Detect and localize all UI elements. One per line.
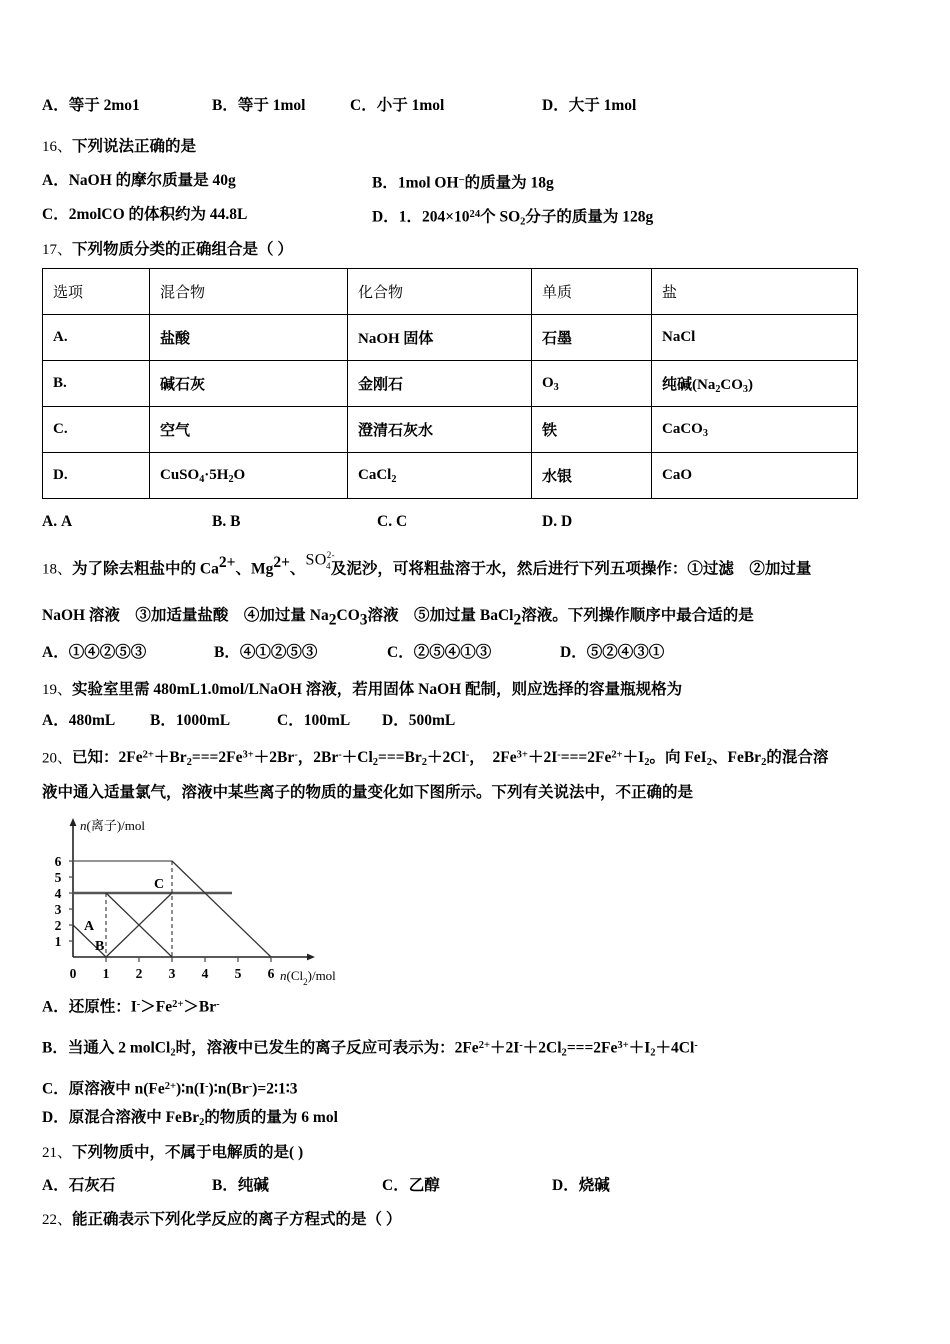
- substance-classification-table: [42, 268, 858, 499]
- q20-number: 20、: [42, 750, 73, 767]
- row-c-compound: 澄清石灰水: [348, 407, 532, 453]
- chart-annotations: [84, 877, 164, 954]
- q18-text-b: 及泥沙，可将粗盐溶于水，然后进行下列五项操作：①过滤 ②加过量: [330, 560, 812, 578]
- row-d-mixture: $CuSO_4\cdot 5H_2O$: [150, 453, 348, 499]
- q16-option-c: C．2molCO 的体积约为 44.8L: [42, 206, 248, 223]
- q16-stem: 下列说法正确的是: [72, 138, 197, 155]
- q19-option-d: D．500mL: [382, 712, 456, 729]
- row-a-compound: NaOH 固体: [348, 315, 532, 361]
- row-c-salt: CaCO$_3$: [652, 407, 858, 453]
- q18-option-d: D．⑤②④③①: [560, 644, 665, 661]
- q17-option-c: C. C: [377, 513, 408, 530]
- xtick-2: 2: [135, 966, 143, 981]
- q16-option-d: D．1．$204\times 10^{24}$个 $SO_2$分子的质量为 128g: [372, 208, 654, 228]
- table-header-compound: 化合物: [348, 269, 532, 315]
- ytick-2: 2: [54, 918, 62, 933]
- table-row: [43, 315, 858, 361]
- q20-line-2: [42, 783, 922, 803]
- table-row: [43, 453, 858, 499]
- row-c-element: 铁: [532, 407, 652, 453]
- row-b-element: $O_3$: [532, 361, 652, 407]
- q18-option-a: A．①④②⑤③: [42, 644, 147, 661]
- ytick-4: 4: [54, 886, 62, 901]
- q20-option-d: D．原混合溶液中 FeBr$_2$的物质的量为 6 mol: [42, 1109, 338, 1128]
- xtick-4: 4: [201, 966, 209, 981]
- q15-option-d: D．大于 1mol: [542, 97, 637, 114]
- q18-text-a: 为了除去粗盐中的 Ca: [72, 560, 219, 578]
- row-a-element: 石墨: [532, 315, 652, 361]
- q18-line-1: 18、为了除去粗盐中的 $Ca^{2+}$、$Mg^{2+}$、$SO^{2-}_4$及泥沙，可将粗盐溶于水，然后进行下列五项操作：①过滤 ②加过量: [42, 553, 922, 585]
- q21-option-a: A．石灰石: [42, 1177, 116, 1194]
- annotation-C: C: [154, 877, 165, 892]
- chart-y-axis-title: n(离子)/mol: [80, 818, 145, 833]
- q16-stem-row: [42, 137, 922, 157]
- table-header-salt: 盐: [652, 269, 858, 315]
- table-row: [43, 361, 858, 407]
- q18-option-b: B．④①②⑤③: [214, 644, 318, 661]
- q19-option-b: B．1000mL: [150, 712, 231, 729]
- q17-stem: 下列物质分类的正确组合是（ ）: [72, 241, 293, 258]
- q19-stem: 实验室里需 480mL1.0mol/LNaOH 溶液，若用固体 NaOH 配制，则应选择的容量瓶规格为: [72, 681, 683, 698]
- xtick-6: 6: [267, 966, 275, 981]
- row-b-option: B.: [43, 361, 150, 407]
- annotation-A: A: [84, 919, 95, 934]
- xtick-0: 0: [69, 966, 77, 981]
- chart-x-axis-title: $n(Cl_2)$/mol: [280, 968, 336, 987]
- ytick-6: 6: [54, 854, 62, 869]
- table-header-element: 单质: [532, 269, 652, 315]
- ytick-5: 5: [54, 870, 62, 885]
- q18-line-2: NaOH 溶液 ③加适量盐酸 ④加过量 $Na_2CO_3$溶液 ⑤加过量 BaCl$_2$溶液。下列操作顺序中最合适的是: [42, 607, 754, 629]
- row-a-salt: NaCl: [652, 315, 858, 361]
- q16-option-a: A．NaOH 的摩尔质量是 40g: [42, 172, 236, 189]
- table-header-option: 选项: [43, 269, 150, 315]
- row-b-mixture: 碱石灰: [150, 361, 348, 407]
- row-c-mixture: 空气: [150, 407, 348, 453]
- chart-svg: [44, 812, 374, 987]
- xtick-1: 1: [102, 966, 110, 981]
- q22-stem-row: [42, 1210, 922, 1230]
- q17-number: 17、: [42, 242, 73, 258]
- table-row: [43, 407, 858, 453]
- row-d-compound: CaCl$_2$: [348, 453, 532, 499]
- q21-option-d: D．烧碱: [552, 1177, 610, 1194]
- q20-option-c: C．原溶液中 $n(Fe^{2+})∶n(I^-)∶n(Br^-)=2∶1∶3$: [42, 1080, 298, 1098]
- row-a-option: A.: [43, 315, 150, 361]
- q19-option-a: A．480mL: [42, 712, 116, 729]
- xtick-5: 5: [234, 966, 242, 981]
- table-header-row: [43, 269, 858, 315]
- q19-number: 19、: [42, 682, 73, 698]
- q20-option-b: B．当通入 2 molCl$_2$时，溶液中已发生的离子反应可表示为：$2Fe^{2+}+2I^-+2Cl_2===2Fe^{3+}+I_2+4Cl^-$: [42, 1039, 698, 1059]
- q21-stem: 下列物质中，不属于电解质的是( ): [72, 1144, 304, 1161]
- chart-y-tick-labels: [55, 854, 62, 949]
- q22-stem: 能正确表示下列化学反应的离子方程式的是（ ）: [72, 1211, 402, 1228]
- q20-stem-continued: 液中通入适量氯气，溶液中某些离子的物质的量变化如下图所示。下列有关说法中，不正确的是: [42, 784, 694, 801]
- q21-stem-row: [42, 1143, 922, 1163]
- q19-option-c: C．100mL: [277, 712, 351, 729]
- q21-option-c: C．乙醇: [382, 1177, 440, 1194]
- ytick-3: 3: [54, 902, 62, 917]
- table-header-mixture: 混合物: [150, 269, 348, 315]
- ion-amount-vs-chlorine-chart: [44, 812, 374, 987]
- q17-option-a: A. A: [42, 513, 73, 530]
- q15-option-a: A．等于 2mo1: [42, 97, 140, 114]
- q15-option-c: C．小于 1mol: [350, 97, 445, 114]
- chart-x-tick-labels: [70, 966, 275, 981]
- q16-number: 16、: [42, 139, 73, 155]
- row-c-option: C.: [43, 407, 150, 453]
- q22-number: 22、: [42, 1212, 73, 1228]
- row-d-salt: CaO: [652, 453, 858, 499]
- sulfate-ion-glyph: $SO^{2-}_4$: [305, 550, 336, 571]
- ytick-1: 1: [54, 934, 62, 949]
- q19-stem-row: [42, 680, 922, 700]
- q15-option-b: B．等于 1mol: [212, 97, 306, 114]
- series-fall-from-6: [172, 861, 271, 957]
- q20-option-a: A．还原性：$I^->Fe^{2+}>Br^-$: [42, 998, 220, 1016]
- row-d-element: 水银: [532, 453, 652, 499]
- xtick-3: 3: [168, 966, 176, 981]
- q16-option-b: B．1mol OH−的质量为 18g: [372, 174, 554, 192]
- q21-option-b: B．纯碱: [212, 1177, 269, 1194]
- chart-axes: [70, 818, 315, 960]
- row-b-salt: 纯碱$(Na_2CO_3)$: [652, 361, 858, 407]
- row-d-option: D.: [43, 453, 150, 499]
- row-a-mixture: 盐酸: [150, 315, 348, 361]
- q17-option-d: D. D: [542, 513, 573, 530]
- q20-line-1: [42, 746, 922, 773]
- q17-stem-row: [42, 240, 922, 260]
- annotation-B: B: [95, 939, 105, 954]
- q20-equations: 已知：$2Fe^{2+}+Br_2===2Fe^{3+}+2Br^-$，$2Br^-+Cl_2===Br_2+2Cl^-$， $2Fe^{3+}+2I^-===2Fe^{2+}+I_2$。向 FeI$_2$、FeBr$_2$的混合溶: [72, 749, 829, 769]
- q18-option-c: C．②⑤④①③: [387, 644, 492, 661]
- q18-number: 18、: [42, 561, 73, 578]
- row-b-compound: 金刚石: [348, 361, 532, 407]
- q17-option-b: B. B: [212, 513, 241, 530]
- q21-number: 21、: [42, 1145, 73, 1161]
